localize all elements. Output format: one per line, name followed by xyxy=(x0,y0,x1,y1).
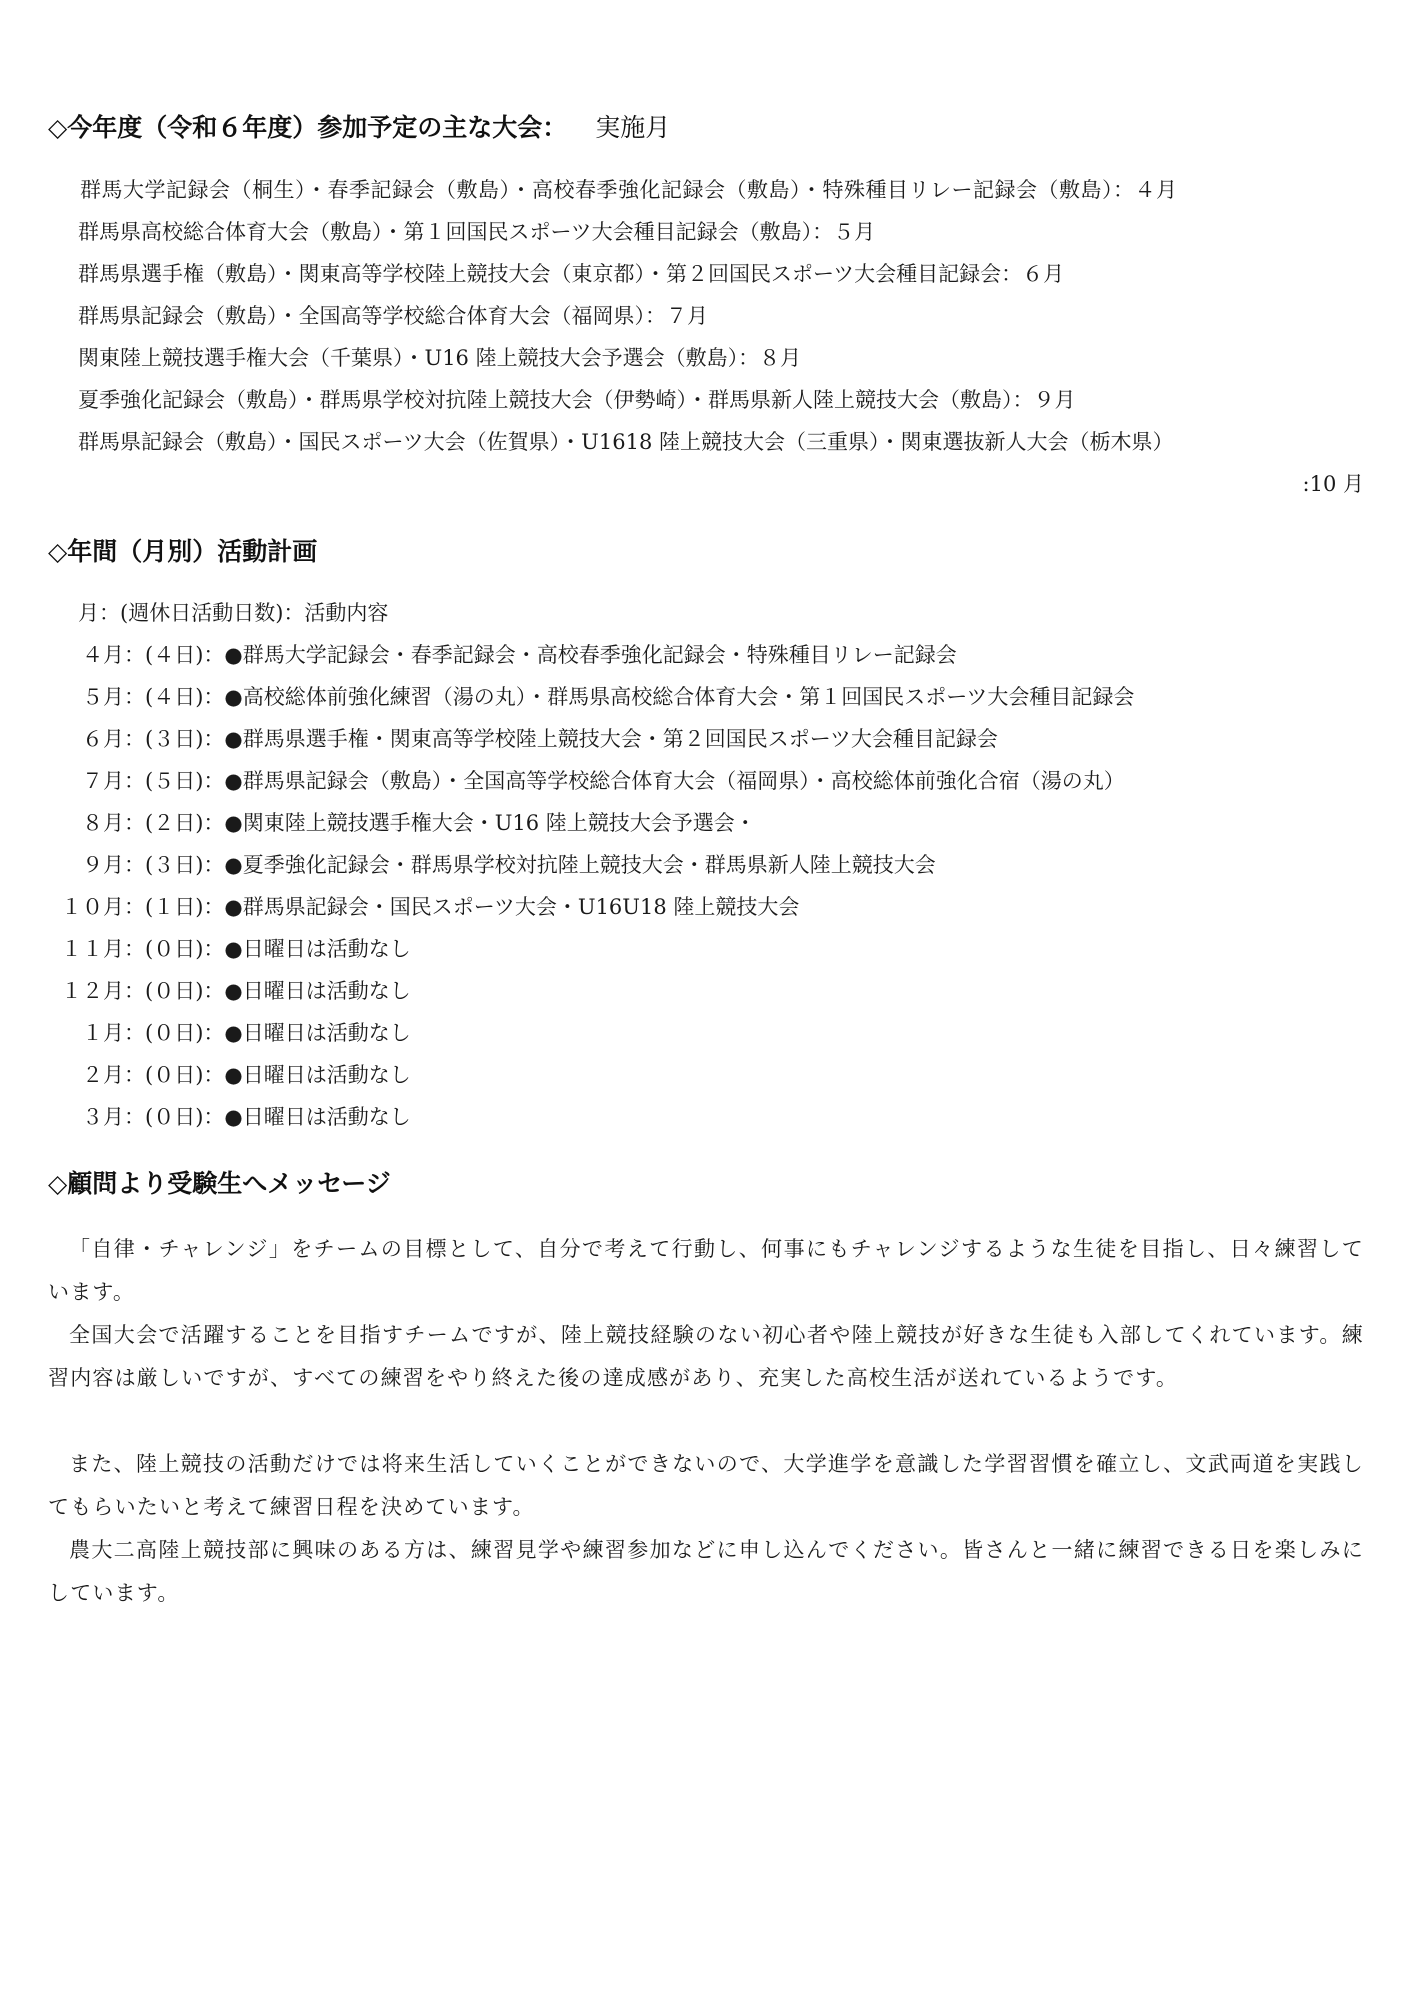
schedule-month: １０月 xyxy=(61,895,124,919)
schedule-row xyxy=(52,1102,411,1132)
competition-line: 群馬県高校総合体育大会（敷島）・第１回国民スポーツ大会種目記録会（敷島）：５月 xyxy=(78,220,876,244)
section-competitions-subtitle: 実施月 xyxy=(595,113,671,142)
schedule-content: ：(４日)：●群馬大学記録会・春季記録会・高校春季強化記録会・特殊種目リレー記録会 xyxy=(124,643,957,667)
message-paragraph: 「自律・チャレンジ」をチームの目標として、自分で考えて行動し、何事にもチャレンジするような生徒を目指し、日々練習しています。 xyxy=(48,1237,1364,1304)
competition-line: 群馬県記録会（敷島）・国民スポーツ大会（佐賀県）・U1618 陸上競技大会（三重県）・関東選抜新人大会（栃木県） xyxy=(78,430,1174,454)
schedule-row xyxy=(52,976,411,1006)
message-paragraph: 全国大会で活躍することを目指すチームですが、陸上競技経験のない初心者や陸上競技が好きな生徒も入部してくれています。練習内容は厳しいですが、すべての練習をやり終えた後の達成感があり、充実した高校生活が送れているようです。 xyxy=(48,1323,1364,1390)
schedule-month: ８月 xyxy=(82,811,124,835)
schedule-month: ３月 xyxy=(82,1105,124,1129)
competition-line: 群馬大学記録会（桐生）・春季記録会（敷島）・高校春季強化記録会（敷島）・特殊種目リレー記録会（敷島）：４月 xyxy=(80,178,1178,202)
schedule-month: １１月 xyxy=(61,937,124,961)
schedule-month: ４月 xyxy=(82,643,124,667)
schedule-content: ：(０日)：●日曜日は活動なし xyxy=(124,1105,411,1129)
schedule-month: １２月 xyxy=(61,979,124,1003)
schedule-content: ：(３日)：●夏季強化記録会・群馬県学校対抗陸上競技大会・群馬県新人陸上競技大会 xyxy=(124,853,936,877)
schedule-month: ９月 xyxy=(82,853,124,877)
section-competitions-heading xyxy=(48,111,670,145)
competition-line: 群馬県記録会（敷島）・全国高等学校総合体育大会（福岡県）：７月 xyxy=(78,304,708,328)
schedule-content: ：(０日)：●日曜日は活動なし xyxy=(124,1021,411,1045)
schedule-month: ５月 xyxy=(82,685,124,709)
schedule-month: ６月 xyxy=(82,727,124,751)
schedule-month: ７月 xyxy=(82,769,124,793)
schedule-row xyxy=(52,1018,411,1048)
schedule-row xyxy=(52,808,756,838)
schedule-month: ２月 xyxy=(82,1063,124,1087)
competition-line: 群馬県選手権（敷島）・関東高等学校陸上競技大会（東京都）・第２回国民スポーツ大会種目記録会：６月 xyxy=(78,262,1065,286)
message-paragraph: 農大二高陸上競技部に興味のある方は、練習見学や練習参加などに申し込んでください。皆さんと一緒に練習できる日を楽しみにしています。 xyxy=(48,1538,1364,1605)
section-competitions-title: ◇今年度（令和６年度）参加予定の主な大会： xyxy=(48,113,568,142)
schedule-row xyxy=(52,850,936,880)
schedule-content: ：(２日)：●関東陸上競技選手権大会・U16 陸上競技大会予選会・ xyxy=(124,811,756,835)
schedule-content: ：(３日)：●群馬県選手権・関東高等学校陸上競技大会・第２回国民スポーツ大会種目記録会 xyxy=(124,727,998,751)
schedule-row xyxy=(52,640,957,670)
schedule-content: ：(５日)：●群馬県記録会（敷島）・全国高等学校総合体育大会（福岡県）・高校総体前強化合宿（湯の丸） xyxy=(124,769,1125,793)
schedule-month: １月 xyxy=(82,1021,124,1045)
schedule-content: ：(０日)：●日曜日は活動なし xyxy=(124,1063,411,1087)
schedule-content: ：(１日)：●群馬県記録会・国民スポーツ大会・U16U18 陸上競技大会 xyxy=(124,895,800,919)
competition-line: 夏季強化記録会（敷島）・群馬県学校対抗陸上競技大会（伊勢崎）・群馬県新人陸上競技大会（敷島）：９月 xyxy=(78,388,1076,412)
schedule-row xyxy=(52,934,411,964)
schedule-content: ：(０日)：●日曜日は活動なし xyxy=(124,979,411,1003)
message-paragraph: また、陸上競技の活動だけでは将来生活していくことができないので、大学進学を意識した学習習慣を確立し、文武両道を実践してもらいたいと考えて練習日程を決めています。 xyxy=(48,1452,1364,1519)
schedule-row xyxy=(52,682,1134,712)
competition-line: 関東陸上競技選手権大会（千葉県）・U16 陸上競技大会予選会（敷島）：８月 xyxy=(78,346,802,370)
schedule-content: ：(０日)：●日曜日は活動なし xyxy=(124,937,411,961)
schedule-row xyxy=(52,724,998,754)
schedule-row xyxy=(52,892,799,922)
schedule-header: 月：(週休日活動日数)：活動内容 xyxy=(78,601,389,625)
competition-month-october: :10 月 xyxy=(1302,472,1364,496)
schedule-row xyxy=(52,1060,411,1090)
schedule-content: ：(４日)：●高校総体前強化練習（湯の丸）・群馬県高校総合体育大会・第１回国民スポーツ大会種目記録会 xyxy=(124,685,1135,709)
schedule-row xyxy=(52,766,1125,796)
section-annual-plan-heading: ◇年間（月別）活動計画 xyxy=(48,537,318,566)
section-message-heading: ◇顧問より受験生へメッセージ xyxy=(48,1169,391,1198)
